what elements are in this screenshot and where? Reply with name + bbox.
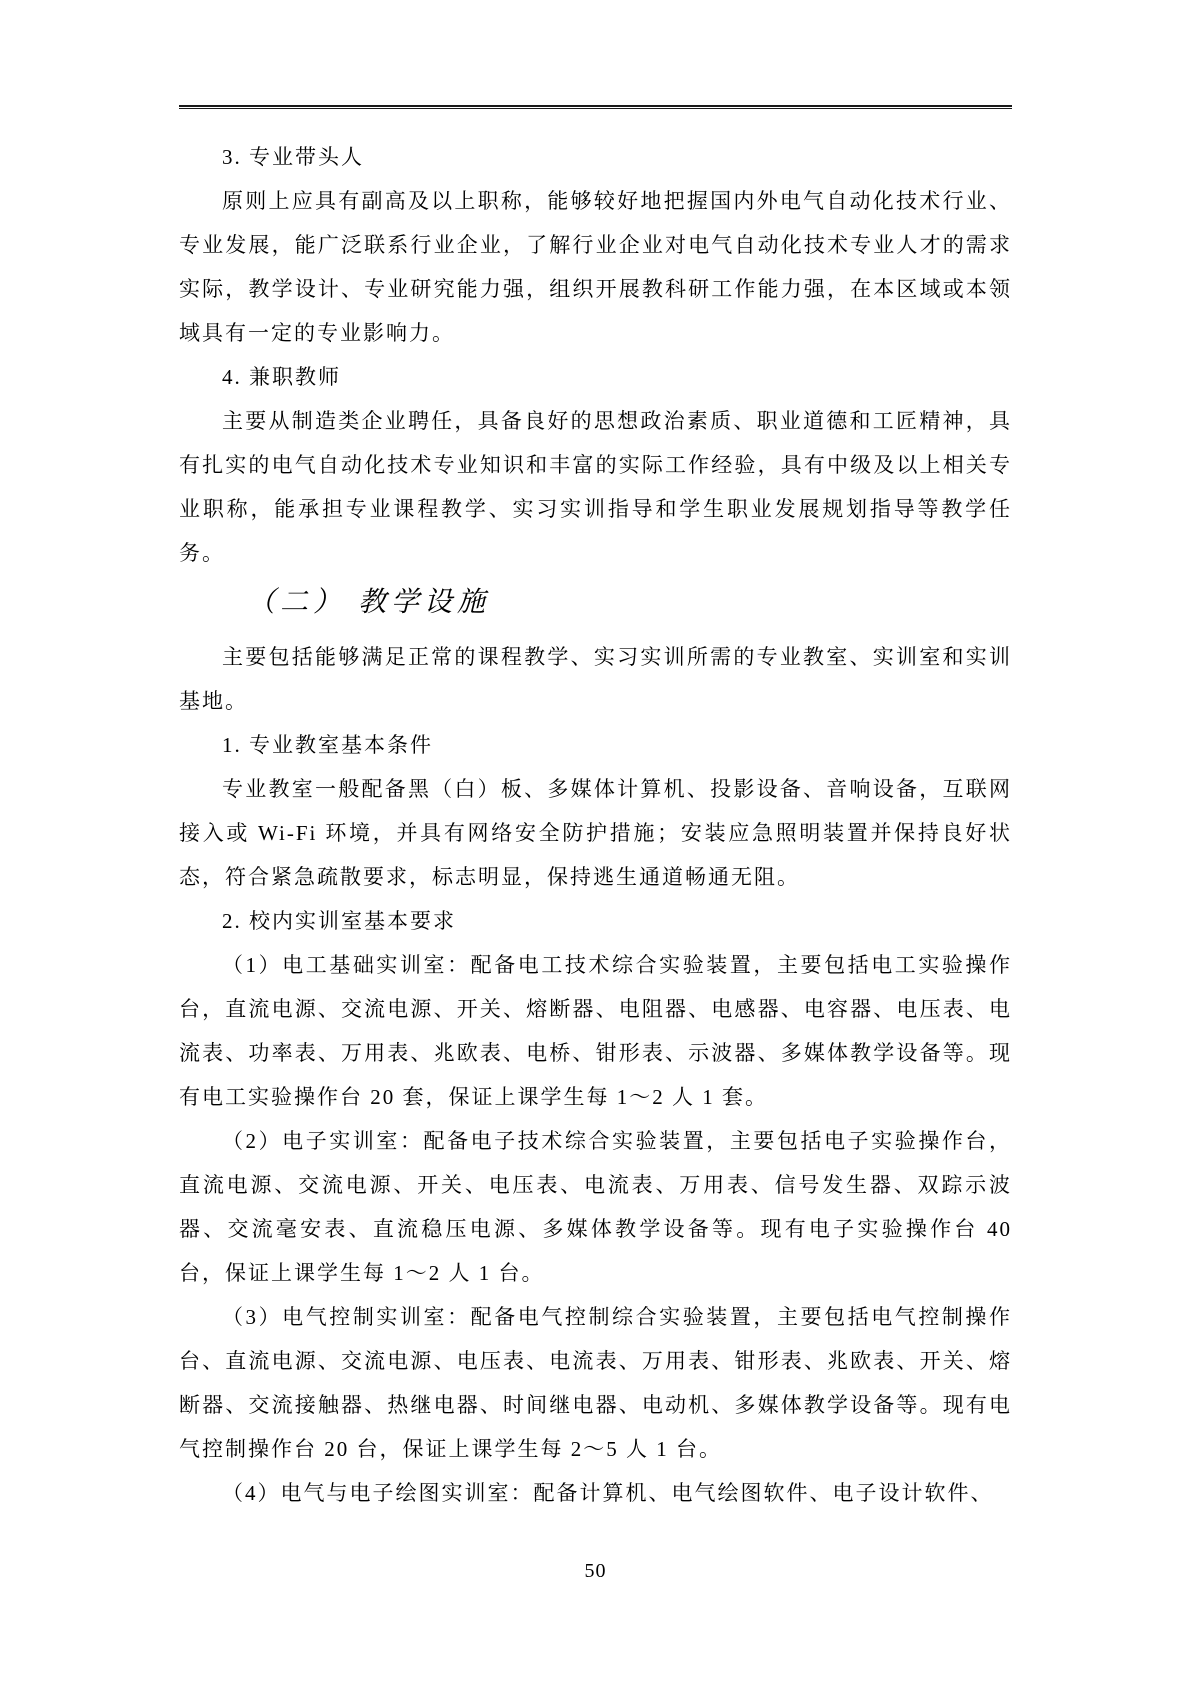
paragraph-professional-leader: 原则上应具有副高及以上职称，能够较好地把握国内外电气自动化技术行业、专业发展，能广泛联系行业企业，了解行业企业对电气自动化技术专业人才的需求实际，教学设计、专业研究能力强，组织开展教科研工作能力强，在本区域或本领域具有一定的专业影响力。 [179, 189, 1012, 345]
paragraph-classroom-conditions: 专业教室一般配备黑（白）板、多媒体计算机、投影设备、音响设备，互联网接入或 Wi-Fi 环境，并具有网络安全防护措施；安装应急照明装置并保持良好状态，符合紧急疏散要求，标志明显，保持逃生通道畅通无阻。 [179, 777, 1012, 889]
paragraph-facilities-overview: 主要包括能够满足正常的课程教学、实习实训所需的专业教室、实训室和实训基地。 [179, 645, 1012, 713]
numbered-heading-classroom-conditions: 1. 专业教室基本条件 [222, 733, 433, 757]
header-rule [179, 105, 1012, 109]
paragraph-electrical-control-lab: （3）电气控制实训室：配备电气控制综合实验装置，主要包括电气控制操作台、直流电源、交流电源、电压表、电流表、万用表、钳形表、兆欧表、开关、熔断器、交流接触器、热继电器、时间继电器、电动机、多媒体教学设备等。现有电气控制操作台 20 台，保证上课学生每 2～5 人 1 台。 [179, 1305, 1012, 1461]
paragraph-drawing-lab: （4）电气与电子绘图实训室：配备计算机、电气绘图软件、电子设计软件、 [222, 1481, 994, 1505]
paragraph-electrician-basic-lab: （1）电工基础实训室：配备电工技术综合实验装置，主要包括电工实验操作台，直流电源、交流电源、开关、熔断器、电阻器、电感器、电容器、电压表、电流表、功率表、万用表、兆欧表、电桥、钳形表、示波器、多媒体教学设备等。现有电工实验操作台 20 套，保证上课学生每 1～2 人 1 套。 [179, 953, 1012, 1109]
numbered-heading-professional-leader: 3. 专业带头人 [222, 145, 364, 169]
numbered-heading-training-room-requirements: 2. 校内实训室基本要求 [222, 909, 456, 933]
paragraph-parttime-teachers: 主要从制造类企业聘任，具备良好的思想政治素质、职业道德和工匠精神，具有扎实的电气自动化技术专业知识和丰富的实际工作经验，具有中级及以上相关专业职称，能承担专业课程教学、实习实训指导和学生职业发展规划指导等教学任务。 [179, 409, 1012, 565]
document-content [179, 135, 1012, 1515]
page-number: 50 [584, 1560, 607, 1582]
numbered-heading-parttime-teachers: 4. 兼职教师 [222, 365, 341, 389]
paragraph-electronics-lab: （2）电子实训室：配备电子技术综合实验装置，主要包括电子实验操作台，直流电源、交流电源、开关、电压表、电流表、万用表、信号发生器、双踪示波器、交流毫安表、直流稳压电源、多媒体教学设备等。现有电子实验操作台 40 台，保证上课学生每 1～2 人 1 台。 [179, 1129, 1012, 1285]
section-heading-teaching-facilities: （二） 教学设施 [247, 587, 491, 618]
